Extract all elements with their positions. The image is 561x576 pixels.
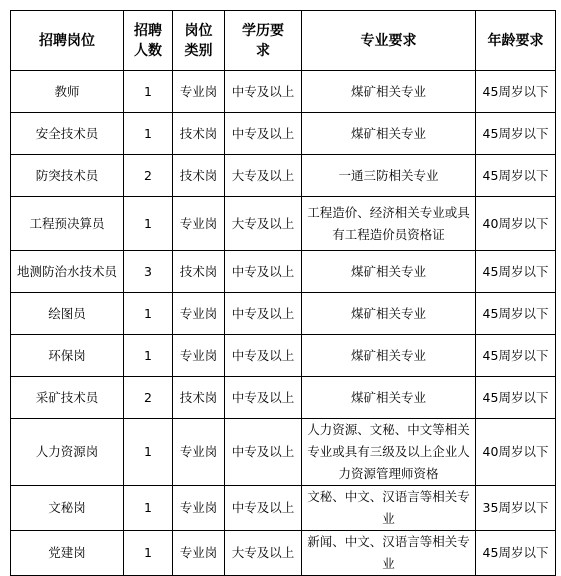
cell-major: 煤矿相关专业 bbox=[302, 293, 476, 335]
cell-category: 专业岗 bbox=[173, 486, 225, 531]
cell-age: 45周岁以下 bbox=[476, 155, 556, 197]
cell-category: 专业岗 bbox=[173, 293, 225, 335]
cell-major: 煤矿相关专业 bbox=[302, 113, 476, 155]
cell-position: 防突技术员 bbox=[11, 155, 124, 197]
cell-category: 专业岗 bbox=[173, 419, 225, 486]
cell-major: 人力资源、文秘、中文等相关专业或具有三级及以上企业人力资源管理师资格 bbox=[302, 419, 476, 486]
cell-position: 地测防治水技术员 bbox=[11, 251, 124, 293]
cell-category: 技术岗 bbox=[173, 251, 225, 293]
cell-position: 采矿技术员 bbox=[11, 377, 124, 419]
cell-count: 1 bbox=[124, 113, 173, 155]
cell-education: 中专及以上 bbox=[225, 419, 302, 486]
header-major: 专业要求 bbox=[302, 11, 476, 71]
table-row bbox=[11, 335, 556, 377]
cell-major: 煤矿相关专业 bbox=[302, 251, 476, 293]
recruitment-table bbox=[10, 10, 556, 576]
cell-position: 绘图员 bbox=[11, 293, 124, 335]
cell-major: 煤矿相关专业 bbox=[302, 377, 476, 419]
cell-age: 45周岁以下 bbox=[476, 251, 556, 293]
cell-education: 中专及以上 bbox=[225, 293, 302, 335]
cell-count: 2 bbox=[124, 377, 173, 419]
cell-education: 中专及以上 bbox=[225, 486, 302, 531]
cell-category: 技术岗 bbox=[173, 377, 225, 419]
cell-major: 新闻、中文、汉语言等相关专业 bbox=[302, 531, 476, 576]
cell-education: 中专及以上 bbox=[225, 251, 302, 293]
cell-education: 中专及以上 bbox=[225, 335, 302, 377]
header-position: 招聘岗位 bbox=[11, 11, 124, 71]
cell-education: 大专及以上 bbox=[225, 531, 302, 576]
cell-age: 40周岁以下 bbox=[476, 419, 556, 486]
cell-position: 安全技术员 bbox=[11, 113, 124, 155]
cell-count: 1 bbox=[124, 335, 173, 377]
cell-category: 技术岗 bbox=[173, 155, 225, 197]
cell-category: 专业岗 bbox=[173, 71, 225, 113]
cell-count: 1 bbox=[124, 197, 173, 251]
cell-age: 35周岁以下 bbox=[476, 486, 556, 531]
cell-education: 中专及以上 bbox=[225, 71, 302, 113]
cell-education: 中专及以上 bbox=[225, 113, 302, 155]
cell-major: 工程造价、经济相关专业或具有工程造价员资格证 bbox=[302, 197, 476, 251]
header-age: 年龄要求 bbox=[476, 11, 556, 71]
cell-age: 45周岁以下 bbox=[476, 71, 556, 113]
cell-count: 2 bbox=[124, 155, 173, 197]
cell-major: 煤矿相关专业 bbox=[302, 335, 476, 377]
header-education: 学历要求 bbox=[225, 11, 302, 71]
cell-count: 3 bbox=[124, 251, 173, 293]
cell-category: 技术岗 bbox=[173, 113, 225, 155]
cell-education: 大专及以上 bbox=[225, 155, 302, 197]
cell-major: 文秘、中文、汉语言等相关专业 bbox=[302, 486, 476, 531]
cell-age: 45周岁以下 bbox=[476, 335, 556, 377]
cell-age: 40周岁以下 bbox=[476, 197, 556, 251]
cell-count: 1 bbox=[124, 531, 173, 576]
cell-position: 环保岗 bbox=[11, 335, 124, 377]
table-row bbox=[11, 71, 556, 113]
cell-major: 煤矿相关专业 bbox=[302, 71, 476, 113]
table-row bbox=[11, 293, 556, 335]
recruitment-table-wrapper bbox=[10, 10, 555, 576]
cell-category: 专业岗 bbox=[173, 531, 225, 576]
cell-position: 教师 bbox=[11, 71, 124, 113]
table-row bbox=[11, 251, 556, 293]
header-category: 岗位类别 bbox=[173, 11, 225, 71]
table-row bbox=[11, 419, 556, 486]
cell-position: 文秘岗 bbox=[11, 486, 124, 531]
cell-age: 45周岁以下 bbox=[476, 377, 556, 419]
cell-position: 党建岗 bbox=[11, 531, 124, 576]
cell-major: 一通三防相关专业 bbox=[302, 155, 476, 197]
cell-age: 45周岁以下 bbox=[476, 113, 556, 155]
cell-count: 1 bbox=[124, 293, 173, 335]
cell-count: 1 bbox=[124, 486, 173, 531]
cell-position: 工程预决算员 bbox=[11, 197, 124, 251]
cell-category: 专业岗 bbox=[173, 197, 225, 251]
table-header-row bbox=[11, 11, 556, 71]
table-row bbox=[11, 486, 556, 531]
cell-position: 人力资源岗 bbox=[11, 419, 124, 486]
cell-education: 大专及以上 bbox=[225, 197, 302, 251]
table-row bbox=[11, 197, 556, 251]
cell-count: 1 bbox=[124, 71, 173, 113]
table-row bbox=[11, 155, 556, 197]
cell-category: 专业岗 bbox=[173, 335, 225, 377]
table-row bbox=[11, 113, 556, 155]
header-count: 招聘人数 bbox=[124, 11, 173, 71]
cell-age: 45周岁以下 bbox=[476, 293, 556, 335]
cell-education: 中专及以上 bbox=[225, 377, 302, 419]
cell-age: 45周岁以下 bbox=[476, 531, 556, 576]
table-row bbox=[11, 377, 556, 419]
cell-count: 1 bbox=[124, 419, 173, 486]
table-row bbox=[11, 531, 556, 576]
